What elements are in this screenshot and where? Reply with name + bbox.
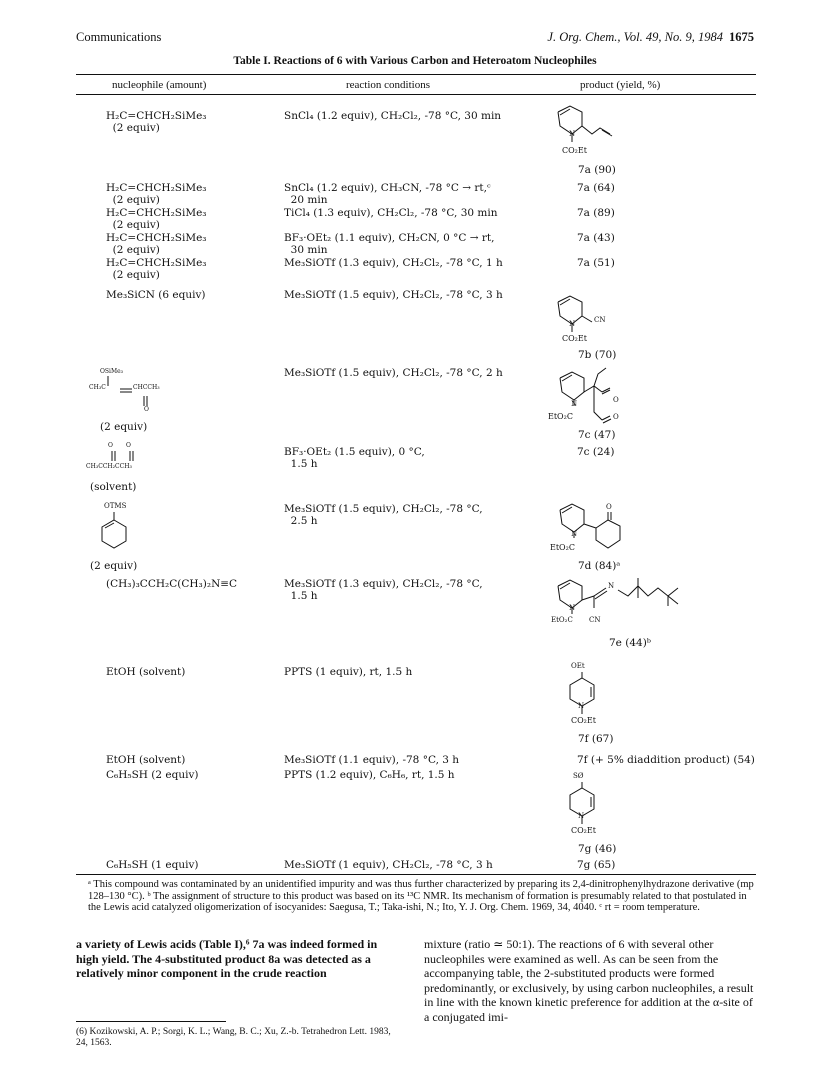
table-top-rule — [76, 74, 756, 75]
conditions-cell: Me₃SiOTf (1 equiv), CH₂Cl₂, -78 °C, 3 h — [284, 859, 493, 871]
ester-label: EtO₂C — [551, 616, 573, 624]
nucleophile-cell: C₆H₅SH (1 equiv) — [106, 859, 199, 871]
product-label-7a: 7a (90) — [578, 164, 616, 176]
o-atom: O — [108, 442, 113, 449]
product-cell: 7a (64) — [577, 182, 615, 194]
page-header — [76, 30, 754, 46]
table-footnotes: ᵃ This compound was contaminated by an unidentified impurity and was thus further characterized by preparing its 2,4-dinitrophenylhydrazone derivative (mp 128–130 °C). ᵇ The assignment of structure to this product was based on its ¹³C NMR. Its mechanism of formation is presumably related to that postulated in the Lewis acid catalyzed oligomerization of isocyanides: Saegusa, T.; Taka-ishi, N.; Ito, Y. J. Org. Chem. 1969, 34, 4040. ᶜ rt = room temperature. — [88, 879, 754, 913]
reference-rule — [76, 1021, 226, 1022]
enol-silane-structure — [102, 376, 162, 412]
ester-label: CO₂Et — [562, 334, 587, 343]
body-text-left: a variety of Lewis acids (Table I),⁶ 7a was indeed formed in high yield. The 4-substituted product 8a was detected as a relatively minor component in the crude reaction — [76, 937, 378, 980]
product-label-7b: 7b (70) — [578, 349, 617, 361]
conditions-cell: Me₃SiOTf (1.3 equiv), CH₂Cl₂, -78 °C, 1.5 h — [284, 578, 483, 602]
page-number: 1675 — [729, 30, 754, 44]
oet-label: OEt — [571, 662, 585, 670]
n-atom: N — [571, 400, 578, 408]
reference-note: (6) Kozikowski, A. P.; Sorgi, K. L.; Wang, B. C.; Xu, Z.-b. Tetrahedron Lett. 1983, 24, 1563. — [76, 1027, 391, 1048]
nucleophile-cell: EtOH (solvent) — [106, 754, 186, 766]
structure-7f — [562, 672, 602, 722]
conditions-cell: Me₃SiOTf (1.1 equiv), -78 °C, 3 h — [284, 754, 460, 766]
acac-label: CH₃CCH₂CCH₃ — [86, 463, 132, 470]
conditions-cell: Me₃SiOTf (1.5 equiv), CH₂Cl₂, -78 °C, 2.5 h — [284, 503, 483, 527]
n-atom: N — [569, 320, 576, 328]
chcch3-label: CHCCH₃ — [133, 384, 160, 391]
journal-citation: J. Org. Chem., Vol. 49, No. 9, 1984 1675 — [547, 30, 754, 44]
structure-7g — [562, 782, 602, 832]
nucleophile-cell: H₂C=CHCH₂SiMe₃ (2 equiv) — [106, 110, 207, 134]
nucleophile-cell: H₂C=CHCH₂SiMe₃ (2 equiv) — [106, 257, 207, 281]
nucleophile-cell: EtOH (solvent) — [106, 666, 186, 678]
product-label-7c: 7c (47) — [578, 429, 616, 441]
n-atom: N — [571, 530, 578, 538]
nucleophile-cell: H₂C=CHCH₂SiMe₃ (2 equiv) — [106, 182, 207, 206]
product-cell: 7c (24) — [577, 446, 615, 458]
nucleophile-amount: (2 equiv) — [100, 421, 148, 433]
cn-label: CN — [589, 616, 601, 624]
product-label-7f: 7f (67) — [578, 733, 614, 745]
product-cell: 7a (51) — [577, 257, 615, 269]
conditions-cell: SnCl₄ (1.2 equiv), CH₃CN, -78 °C → rt,ᶜ 20 min — [284, 182, 491, 206]
product-cell: 7a (89) — [577, 207, 615, 219]
conditions-cell: BF₃·OEt₂ (1.1 equiv), CH₂CN, 0 °C → rt, 30 min — [284, 232, 495, 256]
o-atom: O — [126, 442, 131, 449]
ester-label: CO₂Et — [571, 826, 596, 835]
product-label-7d: 7d (84)ᵃ — [578, 560, 621, 572]
n-atom: N — [569, 130, 576, 138]
conditions-cell: BF₃·OEt₂ (1.5 equiv), 0 °C, 1.5 h — [284, 446, 425, 470]
ester-label: EtO₂C — [550, 543, 575, 552]
ester-label: CO₂Et — [571, 716, 596, 725]
product-label-7e: 7e (44)ᵇ — [609, 637, 651, 649]
nucleophile-amount: (solvent) — [90, 481, 137, 493]
n-atom: N — [608, 582, 615, 590]
otms-label: OTMS — [104, 502, 127, 510]
table-bottom-rule — [76, 874, 756, 875]
conditions-cell: SnCl₄ (1.2 equiv), CH₂Cl₂, -78 °C, 30 min — [284, 110, 502, 122]
nucleophile-amount: (2 equiv) — [90, 560, 138, 572]
n-atom: N — [578, 812, 585, 820]
product-cell: 7g (65) — [577, 859, 616, 871]
osime3-label: OSiMe₃ — [100, 368, 124, 375]
ester-label: CO₂Et — [562, 146, 587, 155]
table-header-rule — [76, 94, 756, 95]
col-header-product: product (yield, %) — [580, 79, 661, 91]
cn-label: CN — [594, 316, 606, 324]
silyl-enol-ether-structure — [94, 512, 134, 554]
o-atom: O — [613, 396, 619, 404]
n-atom: N — [578, 702, 585, 710]
conditions-cell: Me₃SiOTf (1.5 equiv), CH₂Cl₂, -78 °C, 3 h — [284, 289, 503, 301]
nucleophile-cell: H₂C=CHCH₂SiMe₃ (2 equiv) — [106, 207, 207, 231]
product-cell: 7f (+ 5% diaddition product) (54) — [577, 754, 755, 766]
ch3c-label: CH₃C — [89, 384, 106, 391]
col-header-conditions: reaction conditions — [346, 79, 431, 91]
product-label-7g: 7g (46) — [578, 843, 617, 855]
conditions-cell: PPTS (1.2 equiv), C₆H₆, rt, 1.5 h — [284, 769, 455, 781]
nucleophile-cell: (CH₃)₃CCH₂C(CH₃)₂N≡C — [106, 578, 238, 590]
sph-label: SØ — [573, 772, 584, 780]
nucleophile-cell: H₂C=CHCH₂SiMe₃ (2 equiv) — [106, 232, 207, 256]
conditions-cell: Me₃SiOTf (1.5 equiv), CH₂Cl₂, -78 °C, 2 h — [284, 367, 503, 379]
nucleophile-cell: Me₃SiCN (6 equiv) — [106, 289, 206, 301]
body-text-right: mixture (ratio ≃ 50:1). The reactions of 6 with several other nucleophiles were examined as well. As can be seen from the accompanying table, the 2-substituted products were formed predominantly, or exclusively, by using carbon nucleophiles, a result in line with the known kinetic preference for addition at the α-site of a conjugated imi- — [424, 937, 754, 1024]
n-atom: N — [569, 604, 576, 612]
table-title: Table I. Reactions of 6 with Various Carbon and Heteroatom Nucleophiles — [233, 55, 597, 67]
nucleophile-cell: C₆H₅SH (2 equiv) — [106, 769, 199, 781]
col-header-nucleophile: nucleophile (amount) — [112, 79, 207, 91]
section-label: Communications — [76, 30, 162, 44]
conditions-cell: TiCl₄ (1.3 equiv), CH₂Cl₂, -78 °C, 30 min — [284, 207, 498, 219]
ester-label: EtO₂C — [548, 412, 573, 421]
conditions-cell: PPTS (1 equiv), rt, 1.5 h — [284, 666, 413, 678]
product-cell: 7a (43) — [577, 232, 615, 244]
o-atom: O — [606, 503, 612, 511]
conditions-cell: Me₃SiOTf (1.3 equiv), CH₂Cl₂, -78 °C, 1 h — [284, 257, 503, 269]
o-atom: O — [613, 413, 619, 421]
o-atom: O — [144, 406, 149, 413]
